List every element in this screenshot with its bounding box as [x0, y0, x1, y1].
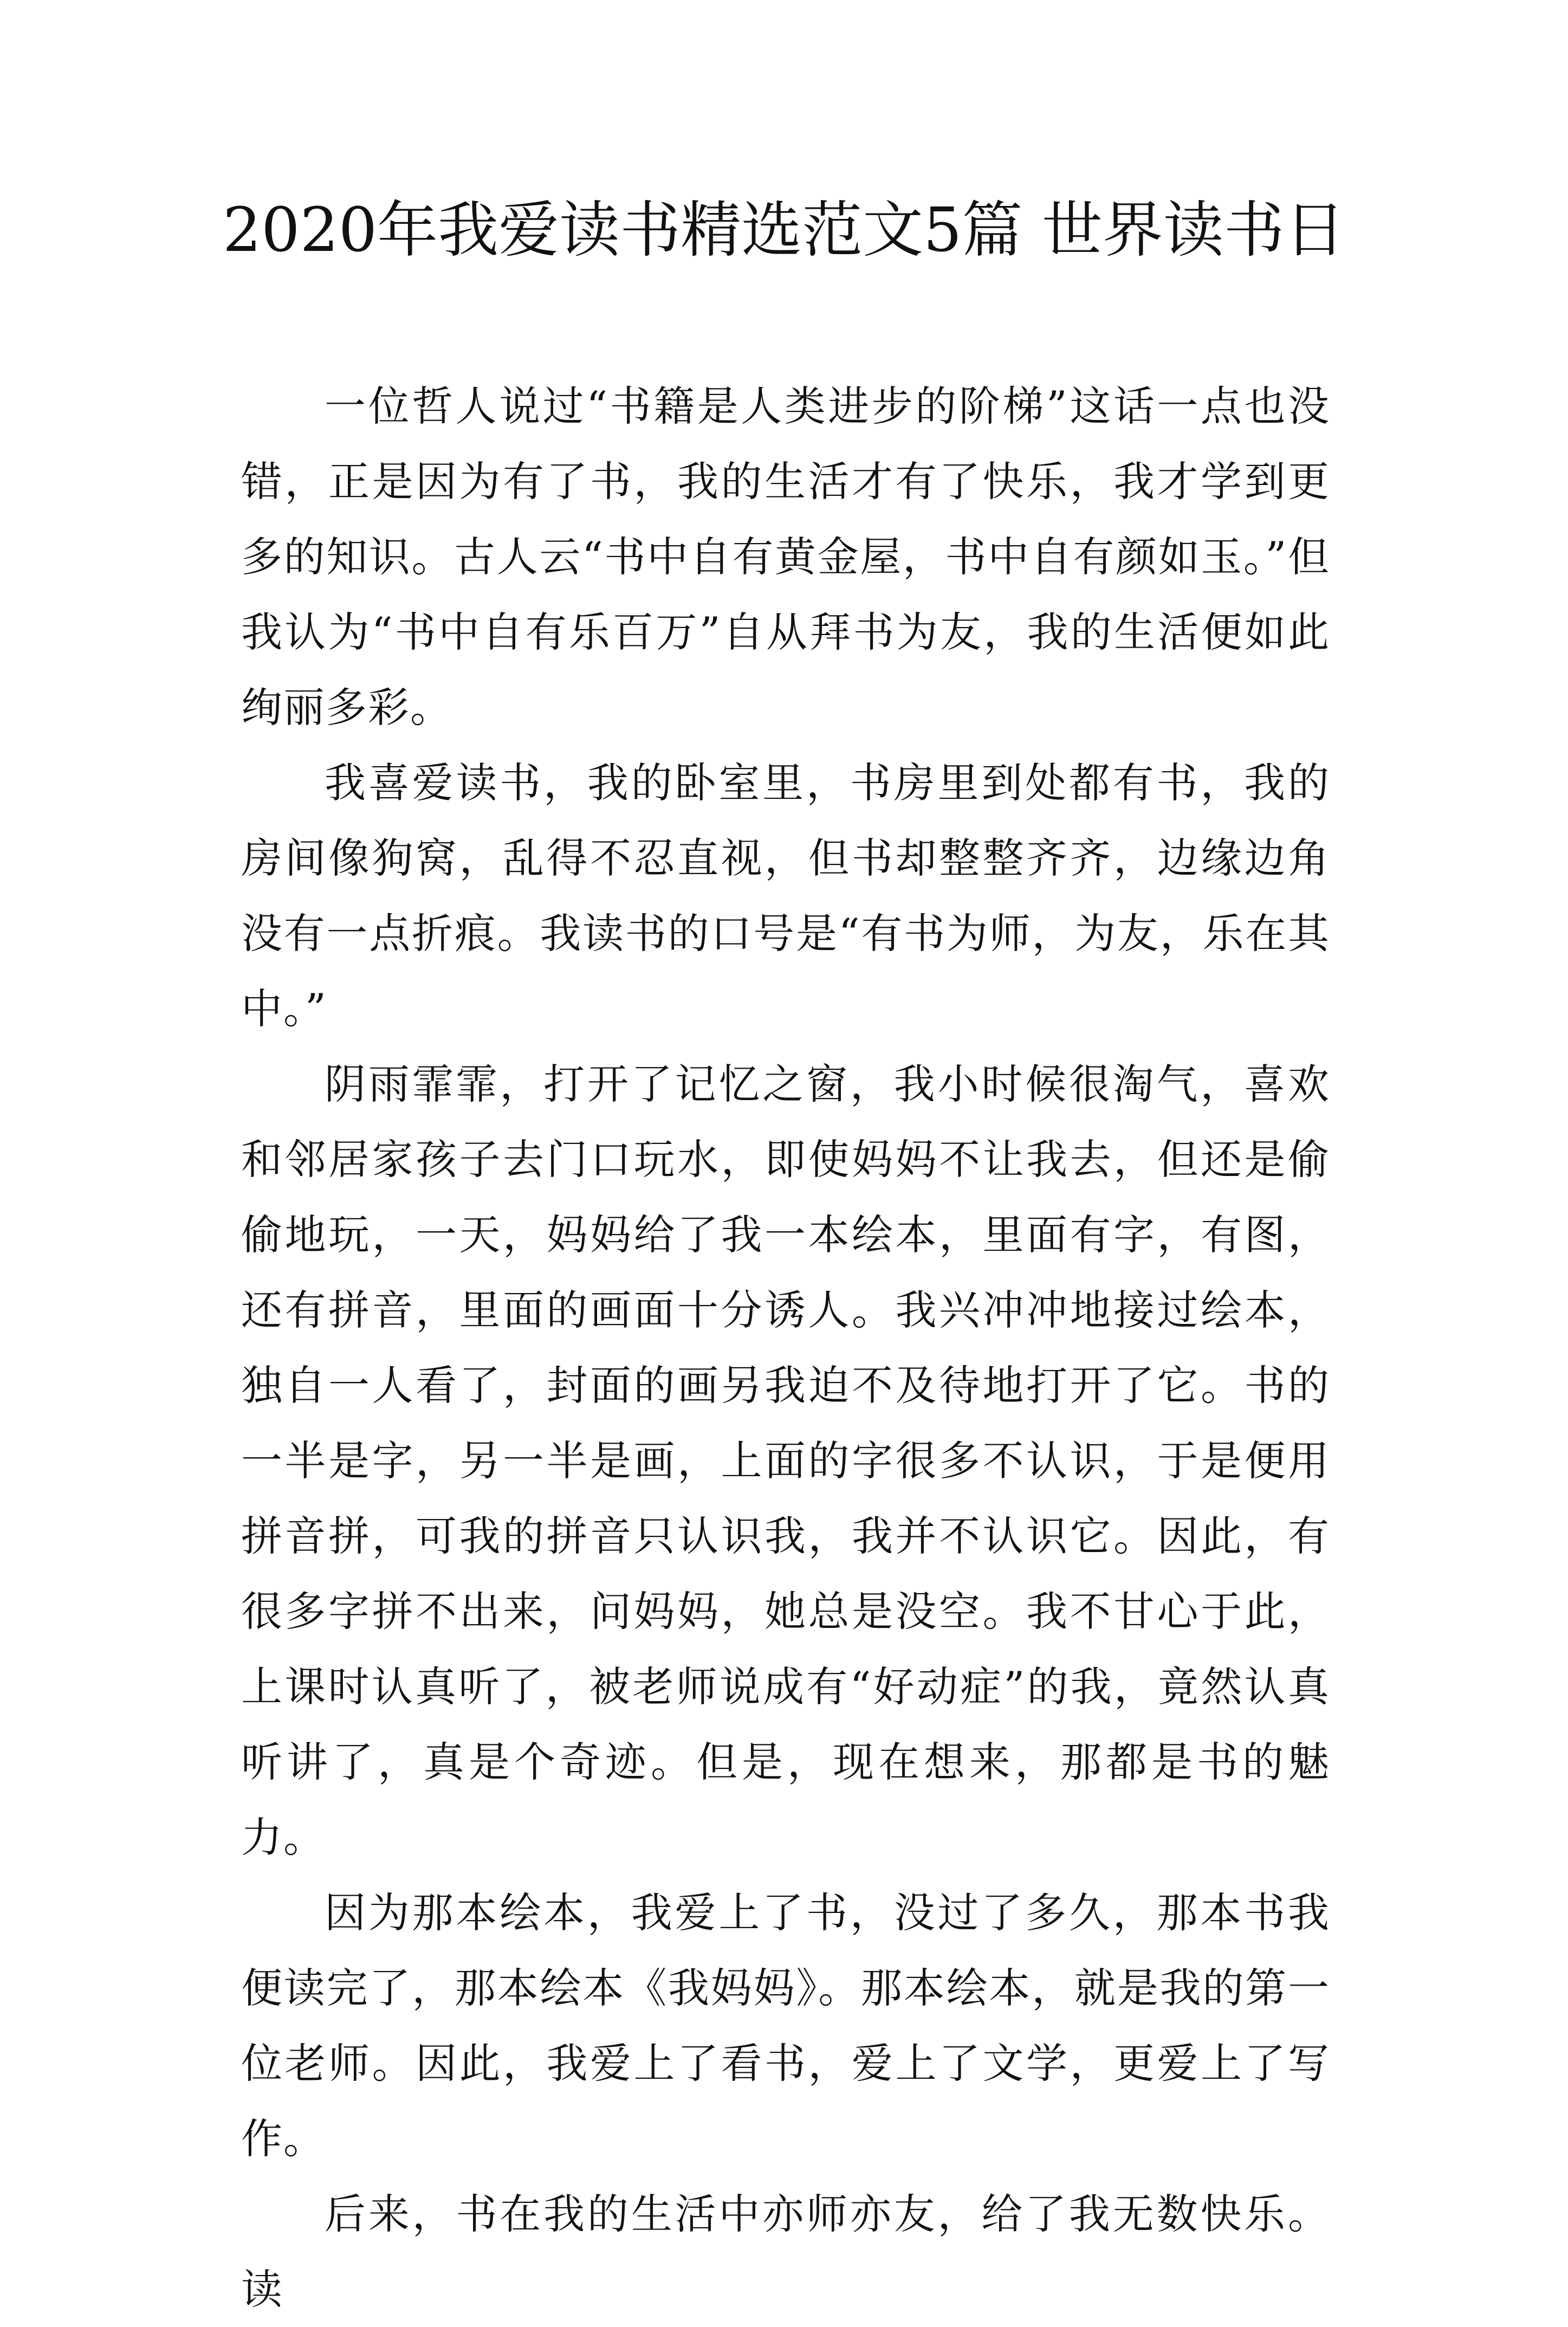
paragraph-4: 因为那本绘本，我爱上了书，没过了多久，那本书我便读完了，那本绘本《我妈妈》。那本绘本，就是我的第一位老师。因此，我爱上了看书，爱上了文学，更爱上了写作。 — [241, 1889, 1330, 2163]
document-title: 2020年我爱读书精选范文5篇 世界读书日 — [223, 195, 1345, 266]
paragraph-5: 后来，书在我的生活中亦师亦友，给了我无数快乐。读 — [241, 2190, 1330, 2313]
paragraph-1: 一位哲人说过“书籍是人类进步的阶梯”这话一点也没错，正是因为有了书，我的生活才有了快乐，我才学到更多的知识。古人云“书中自有黄金屋，书中自有颜如玉。”但我认为“书中自有乐百万”自从拜书为友，我的生活便如此绚丽多彩。 — [241, 382, 1330, 732]
paragraph-3: 阴雨霏霏，打开了记忆之窗，我小时候很淘气，喜欢和邻居家孩子去门口玩水，即使妈妈不让我去，但还是偷偷地玩，一天，妈妈给了我一本绘本，里面有字，有图，还有拼音，里面的画面十分诱人。我兴冲冲地接过绘本，独自一人看了，封面的画另我迫不及待地打开了它。书的一半是字，另一半是画，上面的字很多不认识，于是便用拼音拼，可我的拼音只认识我，我并不认识它。因此，有很多字拼不出来，问妈妈，她总是没空。我不甘心于此，上课时认真听了，被老师说成有“好动症”的我，竟然认真听讲了，真是个奇迹。但是，现在想来，那都是书的魅力。 — [241, 1060, 1330, 1861]
document-body — [241, 369, 1330, 2327]
paragraph-2: 我喜爱读书，我的卧室里，书房里到处都有书，我的房间像狗窝，乱得不忍直视，但书却整整齐齐，边缘边角没有一点折痕。我读书的口号是“有书为师，为友，乐在其中。” — [241, 759, 1330, 1033]
